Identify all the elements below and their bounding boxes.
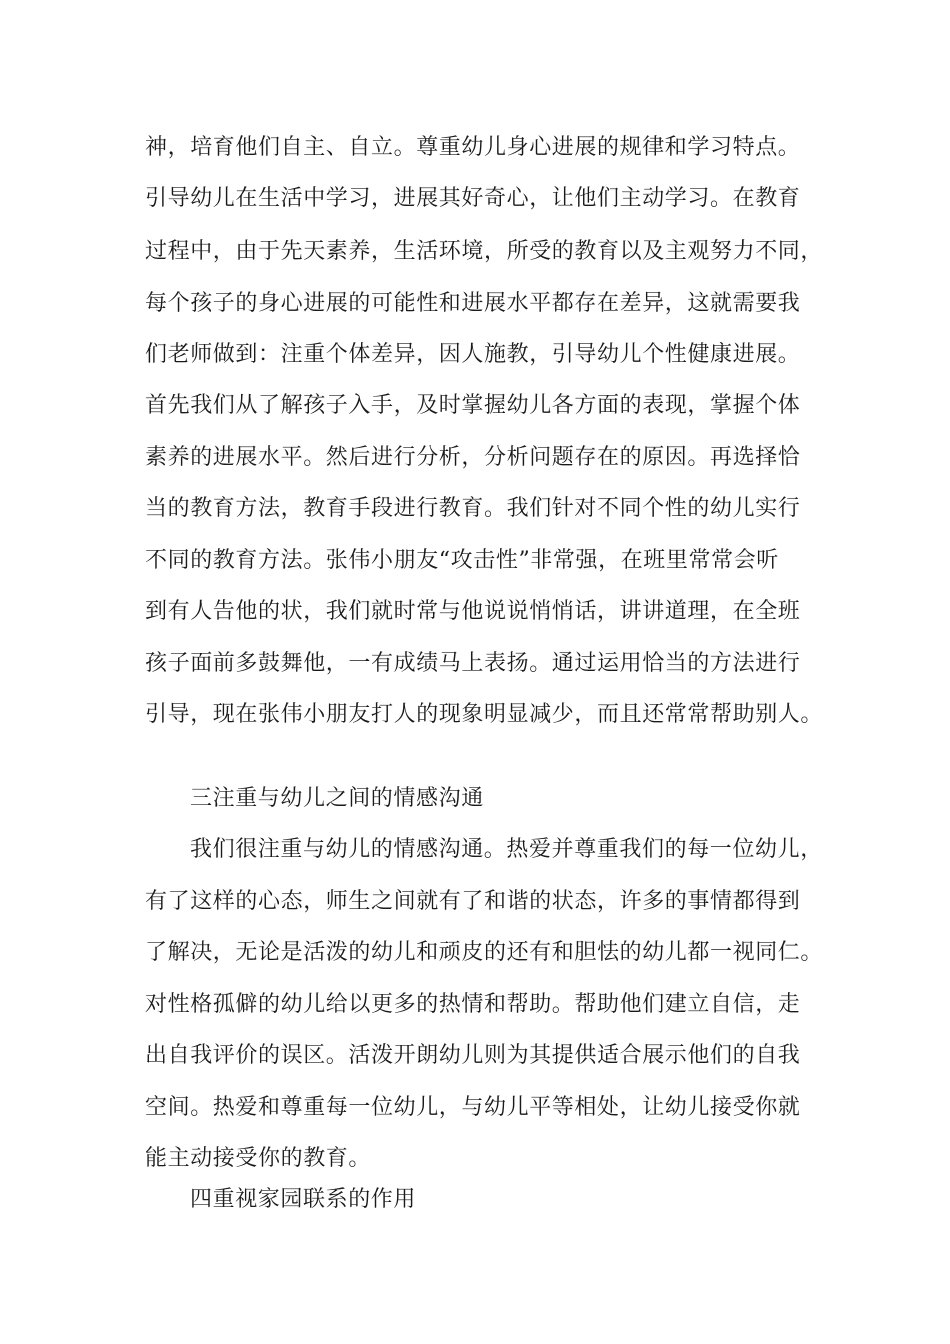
text-line: 空间。热爱和尊重每一位幼儿，与幼儿平等相处，让幼儿接受你就 xyxy=(145,1095,801,1120)
text-line: 们老师做到：注重个体差异，因人施教，引导幼儿个性健康进展。 xyxy=(145,342,801,367)
section-heading-3: 三注重与幼儿之间的情感沟通 xyxy=(190,786,484,811)
text-line: 到有人告他的状，我们就时常与他说说悄悄话，讲讲道理，在全班 xyxy=(145,599,801,624)
section-heading-4: 四重视家园联系的作用 xyxy=(190,1187,417,1212)
text-line: 能主动接受你的教育。 xyxy=(145,1146,372,1171)
text-line: 引导，现在张伟小朋友打人的现象明显减少，而且还常常帮助别人。 xyxy=(145,702,824,727)
text-line: 每个孩子的身心进展的可能性和进展水平都存在差异，这就需要我 xyxy=(145,291,801,316)
text-line: 当的教育方法，教育手段进行教育。我们针对不同个性的幼儿实行 xyxy=(145,496,801,521)
text-line: 孩子面前多鼓舞他，一有成绩马上表扬。通过运用恰当的方法进行 xyxy=(145,651,801,676)
text-line: 素养的进展水平。然后进行分析，分析问题存在的原因。再选择恰 xyxy=(145,445,801,470)
text-line: 不同的教育方法。张伟小朋友“攻击性”非常强，在班里常常会听 xyxy=(145,548,779,573)
text-line: 有了这样的心态，师生之间就有了和谐的状态，许多的事情都得到 xyxy=(145,889,801,914)
text-line: 对性格孤僻的幼儿给以更多的热情和帮助。帮助他们建立自信，走 xyxy=(145,992,801,1017)
text-line: 了解决，无论是活泼的幼儿和顽皮的还有和胆怯的幼儿都一视同仁。 xyxy=(145,940,824,965)
text-line: 出自我评价的误区。活泼开朗幼儿则为其提供适合展示他们的自我 xyxy=(145,1043,801,1068)
text-line: 神，培育他们自主、自立。尊重幼儿身心进展的规律和学习特点。 xyxy=(145,135,801,160)
text-line: 过程中，由于先天素养，生活环境，所受的教育以及主观努力不同， xyxy=(145,239,824,264)
text-line: 引导幼儿在生活中学习，进展其好奇心，让他们主动学习。在教育 xyxy=(145,186,801,211)
text-line: 我们很注重与幼儿的情感沟通。热爱并尊重我们的每一位幼儿， xyxy=(190,837,823,862)
text-line: 首先我们从了解孩子入手，及时掌握幼儿各方面的表现，掌握个体 xyxy=(145,393,801,418)
